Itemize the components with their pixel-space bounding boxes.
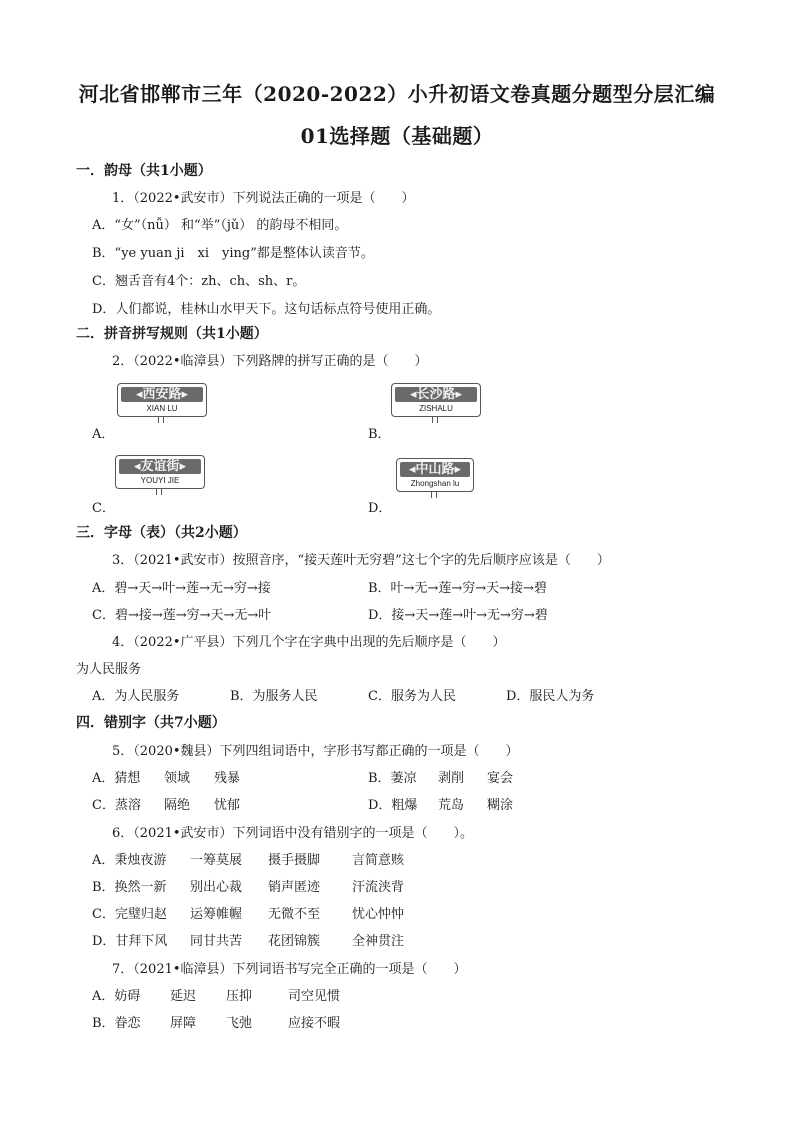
question-6-option-a [92,849,404,868]
question-1-option-a: A．“女”（nǚ） 和“举”（jǔ） 的韵母不相同。 [92,218,348,233]
question-5-option-a [92,767,240,786]
road-sign-d-pinyin: Zhongshan lu [410,479,460,488]
road-sign-a-chinese: ◂西安路▸ [121,387,203,402]
question-6-stem: 6．（2021•武安市）下列词语中没有错别字的一项是（ ）。 [112,826,474,841]
q5-b-word-3: 宴会 [487,771,514,786]
section-title-1: 一．韵母（共1小题） [76,163,212,179]
question-5-stem: 5．（2020•魏县）下列四组词语中，字形书写都正确的一项是（ ） [112,744,519,759]
road-sign-d-pole [431,491,437,498]
road-sign-c-pinyin: YOUYI JIE [140,476,180,485]
road-sign-a-pole [158,416,164,423]
road-sign-d [396,458,474,492]
question-5-option-d [368,794,513,813]
question-7-stem: 7．（2021•临漳县）下列词语书写完全正确的一项是（ ） [112,962,467,977]
question-1-option-d: D．人们都说，桂林山水甲天下。这句话标点符号使用正确。 [92,302,441,317]
q6-a-word-2: 一筹莫展 [190,853,243,868]
question-3-option-d: D．接→天→莲→叶→无→穷→碧 [368,608,548,623]
q6-b-word-4: 汗流浃背 [352,880,405,895]
document-subtitle: 01选择题（基础题） [300,124,494,148]
q5-c-word-3: 忧郁 [214,798,241,813]
question-7-option-a [92,985,340,1004]
question-4-option-b: B．为服务人民 [230,689,318,704]
q5-a-word-3: 残暴 [214,771,241,786]
road-sign-c-chinese: ◂友谊街▸ [119,459,201,474]
question-2-option-a: A． [92,427,115,442]
q6-d-word-1: D．甘拜下风 [92,934,168,949]
road-sign-a [117,383,207,417]
q7-b-word-4: 应接不暇 [288,1016,341,1031]
q6-b-word-3: 销声匿迹 [268,880,321,895]
road-sign-a-pinyin: XIAN LU [146,404,178,413]
q6-d-word-3: 花团锦簇 [268,934,321,949]
q6-b-word-2: 别出心裁 [190,880,243,895]
q5-b-word-1: B．萋凉 [368,771,417,786]
road-sign-c-pole [156,488,162,495]
road-sign-b-chinese: ◂长沙路▸ [395,387,477,402]
q7-b-word-3: 飞弛 [226,1016,253,1031]
q6-b-word-1: B．换然一新 [92,880,167,895]
road-sign-b-pinyin: ZISHALU [419,404,453,413]
q7-b-word-2: 屏障 [170,1016,197,1031]
question-7-option-b [92,1012,340,1031]
q5-d-word-1: D．粗爆 [368,798,418,813]
question-6-option-c [92,903,404,922]
road-sign-c [115,455,205,489]
q6-d-word-4: 全神贯注 [352,934,405,949]
question-1-option-c: C．翘舌音有4个：zh、ch、sh、r。 [92,274,306,289]
q7-a-word-4: 司空见惯 [288,989,341,1004]
section-title-4: 四．错别字（共7小题） [76,715,226,731]
question-1-stem: 1．（2022•武安市）下列说法正确的一项是（ ） [112,191,415,206]
q6-c-word-4: 忧心忡忡 [352,907,405,922]
q7-a-word-2: 延迟 [170,989,197,1004]
q6-c-word-1: C．完璧归赵 [92,907,167,922]
q5-c-word-2: 隔绝 [164,798,191,813]
question-6-option-d [92,930,404,949]
q6-a-word-1: A．秉烛夜游 [92,853,167,868]
q5-c-word-1: C．蒸溶 [92,798,141,813]
road-sign-b [391,383,481,417]
q5-d-word-2: 荒岛 [438,798,465,813]
question-3-option-c: C．碧→接→莲→穷→天→无→叶 [92,608,272,623]
question-2-option-d: D． [368,501,392,516]
q6-d-word-2: 同甘共苦 [190,934,243,949]
question-5-option-b [368,767,513,786]
question-2-stem: 2．（2022•临漳县）下列路牌的拼写正确的是（ ） [112,354,428,369]
question-2-option-b: B． [368,427,391,442]
q5-d-word-3: 糊涂 [487,798,514,813]
question-5-option-c [92,794,240,813]
q6-c-word-3: 无微不至 [268,907,321,922]
q5-b-word-2: 剥削 [438,771,465,786]
q6-a-word-3: 摄手摄脚 [268,853,321,868]
q5-a-word-1: A．猜想 [92,771,141,786]
section-title-3: 三．字母（表）（共2小题） [76,525,247,541]
q6-a-word-4: 言简意赅 [352,853,405,868]
q7-a-word-1: A．妨碍 [92,989,141,1004]
section-title-2: 二．拼音拼写规则（共1小题） [76,326,268,342]
question-4-option-d: D．服民人为务 [506,689,595,704]
question-1-option-b: B．“ye yuan ji xi ying”都是整体认读音节。 [92,246,374,261]
road-sign-b-pole [432,416,438,423]
question-2-option-c: C． [92,501,115,516]
document-title: 河北省邯郸市三年（2020-2022）小升初语文卷真题分题型分层汇编 [78,82,716,106]
question-4-option-a: A．为人民服务 [92,689,180,704]
question-3-option-b: B．叶→无→莲→穷→天→接→碧 [368,581,547,596]
question-6-option-b [92,876,404,895]
q7-b-word-1: B．眷恋 [92,1016,141,1031]
question-3-stem: 3．（2021•武安市）按照音序，“接天莲叶无穷碧”这七个字的先后顺序应该是（ ） [112,553,610,568]
question-4-stem: 4．（2022•广平县）下列几个字在字典中出现的先后顺序是（ ） [112,635,506,650]
q6-c-word-2: 运筹帷幄 [190,907,243,922]
question-3-option-a: A．碧→天→叶→莲→无→穷→接 [92,581,271,596]
question-4-option-c: C．服务为人民 [368,689,456,704]
question-4-material: 为人民服务 [76,662,142,677]
q5-a-word-2: 领域 [164,771,191,786]
road-sign-d-chinese: ◂中山路▸ [400,462,470,477]
q7-a-word-3: 压抑 [226,989,253,1004]
